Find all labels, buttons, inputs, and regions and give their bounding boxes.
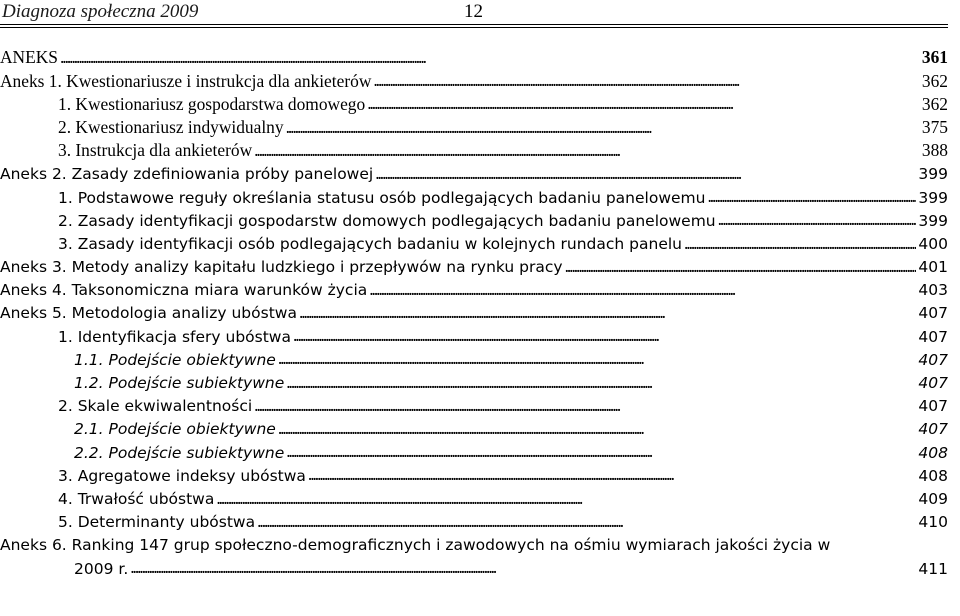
dot-leader [299, 301, 916, 318]
dot-leader [308, 463, 917, 480]
toc-entry-page: 407 [918, 327, 948, 346]
dot-leader [286, 371, 916, 388]
toc-entry[interactable] [0, 162, 948, 185]
toc-entry[interactable] [0, 371, 948, 394]
header-page-number: 12 [464, 1, 483, 22]
toc-entry[interactable] [0, 324, 948, 347]
toc-entry-label: 2.2. Podejście subiektywne [74, 443, 285, 462]
toc-entry-page: 407 [918, 350, 948, 369]
toc-entry[interactable] [0, 417, 948, 440]
dot-leader [286, 440, 916, 457]
toc-entry[interactable] [0, 487, 948, 510]
toc-entry[interactable] [0, 46, 948, 69]
dot-leader [684, 232, 916, 249]
toc-entry-label: 2. Zasady identyfikacji gospodarstw domowych podlegających badaniu panelowemu [58, 211, 716, 230]
toc-entry-page: 401 [918, 258, 948, 277]
toc-entry-label: 1.1. Podejście obiektywne [74, 350, 276, 369]
toc-entry[interactable] [0, 255, 948, 278]
toc-entry[interactable] [0, 440, 948, 463]
toc-entry-label: Aneks 1. Kwestionariusze i instrukcja dla ankieterów [0, 70, 372, 91]
toc-entry-page: 399 [918, 188, 948, 207]
toc-entry-label: 1. Kwestionariusz gospodarstwa domowego [58, 93, 366, 114]
toc-entry-page: 407 [918, 420, 948, 439]
dot-leader [60, 46, 920, 63]
dot-leader [565, 255, 917, 272]
toc-entry-label: 2. Kwestionariusz indywidualny [58, 116, 284, 137]
toc-entry-page: 399 [918, 211, 948, 230]
toc-entry[interactable] [0, 92, 948, 115]
toc-entry-page: 407 [918, 374, 948, 393]
toc-entry[interactable] [0, 556, 948, 579]
dot-leader [375, 162, 916, 179]
table-of-contents [0, 46, 948, 579]
toc-entry-page: 410 [918, 513, 948, 532]
toc-entry-label: 1.2. Podejście subiektywne [74, 374, 285, 393]
toc-entry[interactable] [0, 278, 948, 301]
toc-entry[interactable] [0, 232, 948, 255]
toc-entry-page: 388 [921, 140, 948, 161]
dot-leader [707, 185, 916, 202]
toc-entry-page: 407 [918, 397, 948, 416]
dot-leader [278, 347, 917, 364]
dot-leader [254, 139, 920, 156]
toc-entry[interactable] [0, 394, 948, 417]
toc-entry-page: 407 [918, 304, 948, 323]
toc-entry[interactable] [0, 116, 948, 139]
header-title: Diagnoza społeczna 2009 [2, 1, 199, 22]
toc-entry-label: 2009 r. [74, 559, 129, 578]
toc-entry-label: 3. Agregatowe indeksy ubóstwa [58, 466, 306, 485]
toc-entry-wrapped-line[interactable] [0, 533, 948, 556]
toc-entry-page: 399 [918, 165, 948, 184]
toc-entry[interactable] [0, 69, 948, 92]
toc-entry[interactable] [0, 139, 948, 162]
toc-entry[interactable] [0, 208, 948, 231]
toc-entry-label: 3. Instrukcja dla ankieterów [58, 140, 253, 161]
toc-entry-page: 362 [921, 93, 948, 114]
dot-leader [373, 69, 920, 86]
running-header [0, 0, 948, 25]
toc-entry-label: Aneks 2. Zasady zdefiniowania próby panelowej [0, 165, 374, 184]
toc-entry-page: 400 [918, 234, 948, 253]
dot-leader [718, 208, 917, 225]
toc-entry-label: Aneks 6. Ranking 147 grup społeczno-demograficznych i zawodowych na ośmiu wymiarach jakości życia w [0, 535, 831, 554]
toc-entry-label: 3. Zasady identyfikacji osób podlegających badaniu w kolejnych rundach panelu [58, 234, 682, 253]
toc-entry-label: 1. Podstawowe reguły określania statusu osób podlegających badaniu panelowemu [58, 188, 706, 207]
toc-entry-label: 4. Trwałość ubóstwa [58, 489, 215, 508]
toc-entry-page: 403 [918, 281, 948, 300]
toc-entry-label: Aneks 3. Metody analizy kapitału ludzkiego i przepływów na rynku pracy [0, 258, 563, 277]
toc-entry-page: 361 [921, 47, 948, 68]
toc-entry-label: 2. Skale ekwiwalentności [58, 397, 253, 416]
toc-entry-page: 362 [921, 70, 948, 91]
toc-entry[interactable] [0, 347, 948, 370]
toc-entry-page: 408 [918, 466, 948, 485]
dot-leader [130, 556, 916, 573]
toc-entry[interactable] [0, 510, 948, 533]
toc-entry-page: 408 [918, 443, 948, 462]
dot-leader [278, 417, 917, 434]
dot-leader [286, 116, 920, 133]
dot-leader [216, 487, 916, 504]
toc-entry-label: Aneks 5. Metodologia analizy ubóstwa [0, 304, 297, 323]
dot-leader [254, 394, 916, 411]
toc-entry-page: 411 [918, 559, 948, 578]
toc-entry-label: 2.1. Podejście obiektywne [74, 420, 276, 439]
toc-entry-label: Aneks 4. Taksonomiczna miara warunków życia [0, 281, 368, 300]
toc-entry[interactable] [0, 185, 948, 208]
toc-entry-label: 1. Identyfikacja sfery ubóstwa [58, 327, 291, 346]
dot-leader [369, 278, 916, 295]
dot-leader [367, 92, 920, 109]
toc-entry-label: ANEKS [0, 47, 58, 68]
toc-entry[interactable] [0, 463, 948, 486]
dot-leader [257, 510, 916, 527]
dot-leader [293, 324, 916, 341]
toc-entry-page: 409 [918, 489, 948, 508]
toc-entry[interactable] [0, 301, 948, 324]
toc-entry-page: 375 [921, 116, 948, 137]
toc-entry-label: 5. Determinanty ubóstwa [58, 513, 256, 532]
